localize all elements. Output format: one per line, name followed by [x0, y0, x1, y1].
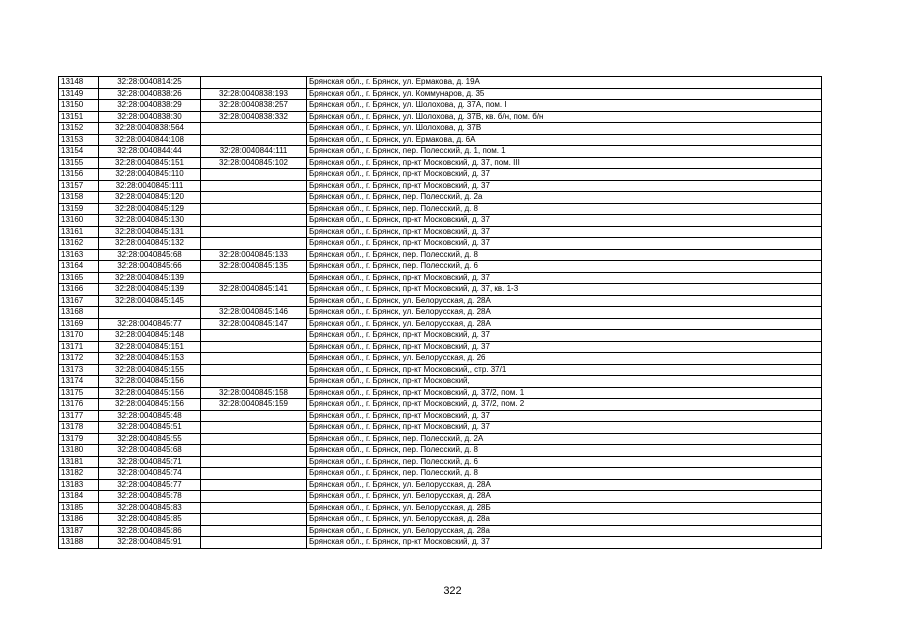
row-number-cell: 13150 — [59, 100, 99, 112]
row-number-cell: 13164 — [59, 261, 99, 273]
row-number-cell: 13173 — [59, 364, 99, 376]
table-row — [59, 203, 822, 215]
cadastral-number-cell: 32:28:0040838:30 — [99, 111, 201, 123]
row-number-cell: 13179 — [59, 433, 99, 445]
cadastral-number-cell — [99, 307, 201, 319]
table-row — [59, 111, 822, 123]
cadastral-number-cell: 32:28:0040845:148 — [99, 330, 201, 342]
cadastral-number-cell: 32:28:0040845:129 — [99, 203, 201, 215]
row-number-cell: 13186 — [59, 514, 99, 526]
address-cell: Брянская обл., г. Брянск, пер. Полесский, д. 8 — [307, 445, 822, 457]
linked-cadastral-number-cell: 32:28:0040838:193 — [201, 88, 307, 100]
linked-cadastral-number-cell — [201, 203, 307, 215]
row-number-cell: 13158 — [59, 192, 99, 204]
linked-cadastral-number-cell — [201, 134, 307, 146]
linked-cadastral-number-cell: 32:28:0040845:135 — [201, 261, 307, 273]
cadastral-number-cell: 32:28:0040845:86 — [99, 525, 201, 537]
linked-cadastral-number-cell — [201, 330, 307, 342]
linked-cadastral-number-cell — [201, 180, 307, 192]
cadastral-number-cell: 32:28:0040844:44 — [99, 146, 201, 158]
address-cell: Брянская обл., г. Брянск, ул. Ермакова, д. 6А — [307, 134, 822, 146]
table-row — [59, 123, 822, 135]
linked-cadastral-number-cell: 32:28:0040844:111 — [201, 146, 307, 158]
cadastral-number-cell: 32:28:0040845:131 — [99, 226, 201, 238]
table-row — [59, 399, 822, 411]
cadastral-number-cell: 32:28:0040845:111 — [99, 180, 201, 192]
address-cell: Брянская обл., г. Брянск, пер. Полесский, д. 6 — [307, 456, 822, 468]
linked-cadastral-number-cell — [201, 410, 307, 422]
linked-cadastral-number-cell: 32:28:0040845:102 — [201, 157, 307, 169]
address-cell: Брянская обл., г. Брянск, ул. Белорусская, д. 28Б — [307, 502, 822, 514]
address-cell: Брянская обл., г. Брянск, ул. Белорусская, д. 28А — [307, 479, 822, 491]
address-cell: Брянская обл., г. Брянск, ул. Ермакова, д. 19А — [307, 77, 822, 89]
cadastral-number-cell: 32:28:0040845:77 — [99, 318, 201, 330]
row-number-cell: 13165 — [59, 272, 99, 284]
row-number-cell: 13185 — [59, 502, 99, 514]
table-row — [59, 353, 822, 365]
cadastral-number-cell: 32:28:0040845:83 — [99, 502, 201, 514]
table-row — [59, 226, 822, 238]
table-row — [59, 364, 822, 376]
row-number-cell: 13148 — [59, 77, 99, 89]
linked-cadastral-number-cell — [201, 238, 307, 250]
address-cell: Брянская обл., г. Брянск, пр-кт Московский, — [307, 376, 822, 388]
table-row — [59, 215, 822, 227]
cadastral-number-cell: 32:28:0040844:108 — [99, 134, 201, 146]
linked-cadastral-number-cell — [201, 422, 307, 434]
row-number-cell: 13182 — [59, 468, 99, 480]
cadastral-number-cell: 32:28:0040845:48 — [99, 410, 201, 422]
cadastral-number-cell: 32:28:0040845:156 — [99, 376, 201, 388]
cadastral-number-cell: 32:28:0040845:68 — [99, 249, 201, 261]
row-number-cell: 13149 — [59, 88, 99, 100]
linked-cadastral-number-cell — [201, 456, 307, 468]
linked-cadastral-number-cell — [201, 491, 307, 503]
table-row — [59, 537, 822, 549]
address-cell: Брянская обл., г. Брянск, пр-кт Московский, д. 37, кв. 1-3 — [307, 284, 822, 296]
address-cell: Брянская обл., г. Брянск, пер. Полесский, д. 2А — [307, 433, 822, 445]
address-cell: Брянская обл., г. Брянск, пр-кт Московский, д. 37, пом. III — [307, 157, 822, 169]
linked-cadastral-number-cell — [201, 376, 307, 388]
linked-cadastral-number-cell — [201, 364, 307, 376]
linked-cadastral-number-cell: 32:28:0040845:158 — [201, 387, 307, 399]
cadastral-number-cell: 32:28:0040845:155 — [99, 364, 201, 376]
address-cell: Брянская обл., г. Брянск, пер. Полесский, д. 8 — [307, 468, 822, 480]
row-number-cell: 13162 — [59, 238, 99, 250]
cadastral-number-cell: 32:28:0040845:153 — [99, 353, 201, 365]
table-row — [59, 468, 822, 480]
row-number-cell: 13161 — [59, 226, 99, 238]
linked-cadastral-number-cell — [201, 433, 307, 445]
linked-cadastral-number-cell: 32:28:0040845:146 — [201, 307, 307, 319]
linked-cadastral-number-cell — [201, 502, 307, 514]
table-row — [59, 284, 822, 296]
address-cell: Брянская обл., г. Брянск, пр-кт Московский, д. 37 — [307, 238, 822, 250]
address-cell: Брянская обл., г. Брянск, пер. Полесский, д. 8 — [307, 249, 822, 261]
address-cell: Брянская обл., г. Брянск, ул. Коммунаров, д. 35 — [307, 88, 822, 100]
linked-cadastral-number-cell: 32:28:0040845:159 — [201, 399, 307, 411]
table-row — [59, 330, 822, 342]
address-cell: Брянская обл., г. Брянск, пр-кт Московский, д. 37 — [307, 341, 822, 353]
table-row — [59, 376, 822, 388]
table-row — [59, 525, 822, 537]
address-cell: Брянская обл., г. Брянск, ул. Шолохова, д. 37А, пом. I — [307, 100, 822, 112]
cadastral-number-cell: 32:28:0040845:139 — [99, 272, 201, 284]
address-cell: Брянская обл., г. Брянск, ул. Белорусская, д. 28А — [307, 295, 822, 307]
table-row — [59, 249, 822, 261]
cadastral-number-cell: 32:28:0040845:91 — [99, 537, 201, 549]
address-cell: Брянская обл., г. Брянск, ул. Белорусская, д. 28А — [307, 491, 822, 503]
table-row — [59, 272, 822, 284]
row-number-cell: 13166 — [59, 284, 99, 296]
row-number-cell: 13152 — [59, 123, 99, 135]
cadastral-number-cell: 32:28:0040838:29 — [99, 100, 201, 112]
cadastral-number-cell: 32:28:0040845:151 — [99, 157, 201, 169]
cadastral-number-cell: 32:28:0040814:25 — [99, 77, 201, 89]
table-row — [59, 341, 822, 353]
address-cell: Брянская обл., г. Брянск, пер. Полесский, д. 6 — [307, 261, 822, 273]
cadastral-number-cell: 32:28:0040845:85 — [99, 514, 201, 526]
row-number-cell: 13163 — [59, 249, 99, 261]
linked-cadastral-number-cell — [201, 215, 307, 227]
row-number-cell: 13171 — [59, 341, 99, 353]
registry-table-body — [59, 77, 822, 549]
cadastral-number-cell: 32:28:0040838:26 — [99, 88, 201, 100]
address-cell: Брянская обл., г. Брянск, ул. Белорусская, д. 28А — [307, 307, 822, 319]
table-row — [59, 307, 822, 319]
row-number-cell: 13188 — [59, 537, 99, 549]
address-cell: Брянская обл., г. Брянск, ул. Шолохова, д. 37В, кв. б/н, пом. б/н — [307, 111, 822, 123]
row-number-cell: 13175 — [59, 387, 99, 399]
table-row — [59, 318, 822, 330]
table-row — [59, 410, 822, 422]
address-cell: Брянская обл., г. Брянск, ул. Шолохова, д. 37В — [307, 123, 822, 135]
address-cell: Брянская обл., г. Брянск, ул. Белорусская, д. 28а — [307, 514, 822, 526]
table-row — [59, 422, 822, 434]
linked-cadastral-number-cell — [201, 525, 307, 537]
address-cell: Брянская обл., г. Брянск, пр-кт Московский, д. 37/2, пом. 2 — [307, 399, 822, 411]
address-cell: Брянская обл., г. Брянск, пр-кт Московский, д. 37 — [307, 330, 822, 342]
table-row — [59, 180, 822, 192]
cadastral-number-cell: 32:28:0040845:110 — [99, 169, 201, 181]
cadastral-number-cell: 32:28:0040845:156 — [99, 399, 201, 411]
cadastral-number-cell: 32:28:0040845:156 — [99, 387, 201, 399]
table-row — [59, 514, 822, 526]
row-number-cell: 13157 — [59, 180, 99, 192]
linked-cadastral-number-cell — [201, 272, 307, 284]
table-row — [59, 502, 822, 514]
linked-cadastral-number-cell — [201, 192, 307, 204]
table-row — [59, 134, 822, 146]
address-cell: Брянская обл., г. Брянск, пр-кт Московский, д. 37 — [307, 410, 822, 422]
row-number-cell: 13170 — [59, 330, 99, 342]
address-cell: Брянская обл., г. Брянск, пр-кт Московский, д. 37 — [307, 215, 822, 227]
row-number-cell: 13184 — [59, 491, 99, 503]
table-row — [59, 77, 822, 89]
table-row — [59, 238, 822, 250]
address-cell: Брянская обл., г. Брянск, пер. Полесский, д. 1, пом. 1 — [307, 146, 822, 158]
cadastral-number-cell: 32:28:0040845:68 — [99, 445, 201, 457]
table-row — [59, 491, 822, 503]
address-cell: Брянская обл., г. Брянск, пр-кт Московский, д. 37 — [307, 169, 822, 181]
row-number-cell: 13154 — [59, 146, 99, 158]
table-row — [59, 146, 822, 158]
table-row — [59, 295, 822, 307]
linked-cadastral-number-cell — [201, 295, 307, 307]
row-number-cell: 13177 — [59, 410, 99, 422]
row-number-cell: 13187 — [59, 525, 99, 537]
row-number-cell: 13153 — [59, 134, 99, 146]
cadastral-number-cell: 32:28:0040845:139 — [99, 284, 201, 296]
table-row — [59, 445, 822, 457]
row-number-cell: 13151 — [59, 111, 99, 123]
page-number: 322 — [443, 585, 462, 597]
linked-cadastral-number-cell: 32:28:0040845:141 — [201, 284, 307, 296]
linked-cadastral-number-cell — [201, 445, 307, 457]
address-cell: Брянская обл., г. Брянск, пр-кт Московский, д. 37/2, пом. 1 — [307, 387, 822, 399]
cadastral-number-cell: 32:28:0040845:151 — [99, 341, 201, 353]
cadastral-number-cell: 32:28:0040845:132 — [99, 238, 201, 250]
row-number-cell: 13159 — [59, 203, 99, 215]
row-number-cell: 13156 — [59, 169, 99, 181]
linked-cadastral-number-cell: 32:28:0040845:133 — [201, 249, 307, 261]
cadastral-number-cell: 32:28:0040845:51 — [99, 422, 201, 434]
linked-cadastral-number-cell: 32:28:0040838:257 — [201, 100, 307, 112]
property-registry-table — [58, 76, 822, 549]
linked-cadastral-number-cell — [201, 479, 307, 491]
cadastral-number-cell: 32:28:0040838:564 — [99, 123, 201, 135]
cadastral-number-cell: 32:28:0040845:66 — [99, 261, 201, 273]
row-number-cell: 13181 — [59, 456, 99, 468]
row-number-cell: 13178 — [59, 422, 99, 434]
table-row — [59, 479, 822, 491]
table-row — [59, 456, 822, 468]
row-number-cell: 13167 — [59, 295, 99, 307]
linked-cadastral-number-cell: 32:28:0040838:332 — [201, 111, 307, 123]
cadastral-number-cell: 32:28:0040845:130 — [99, 215, 201, 227]
address-cell: Брянская обл., г. Брянск, пр-кт Московский, д. 37 — [307, 422, 822, 434]
linked-cadastral-number-cell — [201, 468, 307, 480]
address-cell: Брянская обл., г. Брянск, ул. Белорусская, д. 28а — [307, 525, 822, 537]
address-cell: Брянская обл., г. Брянск, пр-кт Московский, д. 37 — [307, 272, 822, 284]
address-cell: Брянская обл., г. Брянск, пр-кт Московский, д. 37 — [307, 226, 822, 238]
cadastral-number-cell: 32:28:0040845:55 — [99, 433, 201, 445]
linked-cadastral-number-cell — [201, 77, 307, 89]
row-number-cell: 13174 — [59, 376, 99, 388]
row-number-cell: 13169 — [59, 318, 99, 330]
row-number-cell: 13160 — [59, 215, 99, 227]
linked-cadastral-number-cell: 32:28:0040845:147 — [201, 318, 307, 330]
cadastral-number-cell: 32:28:0040845:74 — [99, 468, 201, 480]
row-number-cell: 13168 — [59, 307, 99, 319]
row-number-cell: 13155 — [59, 157, 99, 169]
table-row — [59, 261, 822, 273]
address-cell: Брянская обл., г. Брянск, ул. Белорусская, д. 26 — [307, 353, 822, 365]
address-cell: Брянская обл., г. Брянск, пр-кт Московский, д. 37 — [307, 537, 822, 549]
linked-cadastral-number-cell — [201, 226, 307, 238]
table-row — [59, 433, 822, 445]
linked-cadastral-number-cell — [201, 537, 307, 549]
linked-cadastral-number-cell — [201, 341, 307, 353]
address-cell: Брянская обл., г. Брянск, ул. Белорусская, д. 28А — [307, 318, 822, 330]
cadastral-number-cell: 32:28:0040845:77 — [99, 479, 201, 491]
table-row — [59, 100, 822, 112]
row-number-cell: 13176 — [59, 399, 99, 411]
cadastral-number-cell: 32:28:0040845:120 — [99, 192, 201, 204]
table-row — [59, 169, 822, 181]
address-cell: Брянская обл., г. Брянск, пр-кт Московский,, стр. 37/1 — [307, 364, 822, 376]
row-number-cell: 13183 — [59, 479, 99, 491]
linked-cadastral-number-cell — [201, 123, 307, 135]
row-number-cell: 13172 — [59, 353, 99, 365]
address-cell: Брянская обл., г. Брянск, пер. Полесский, д. 2а — [307, 192, 822, 204]
address-cell: Брянская обл., г. Брянск, пр-кт Московский, д. 37 — [307, 180, 822, 192]
linked-cadastral-number-cell — [201, 353, 307, 365]
cadastral-number-cell: 32:28:0040845:71 — [99, 456, 201, 468]
address-cell: Брянская обл., г. Брянск, пер. Полесский, д. 8 — [307, 203, 822, 215]
table-row — [59, 157, 822, 169]
linked-cadastral-number-cell — [201, 514, 307, 526]
table-row — [59, 88, 822, 100]
row-number-cell: 13180 — [59, 445, 99, 457]
linked-cadastral-number-cell — [201, 169, 307, 181]
table-row — [59, 192, 822, 204]
table-row — [59, 387, 822, 399]
cadastral-number-cell: 32:28:0040845:145 — [99, 295, 201, 307]
cadastral-number-cell: 32:28:0040845:78 — [99, 491, 201, 503]
